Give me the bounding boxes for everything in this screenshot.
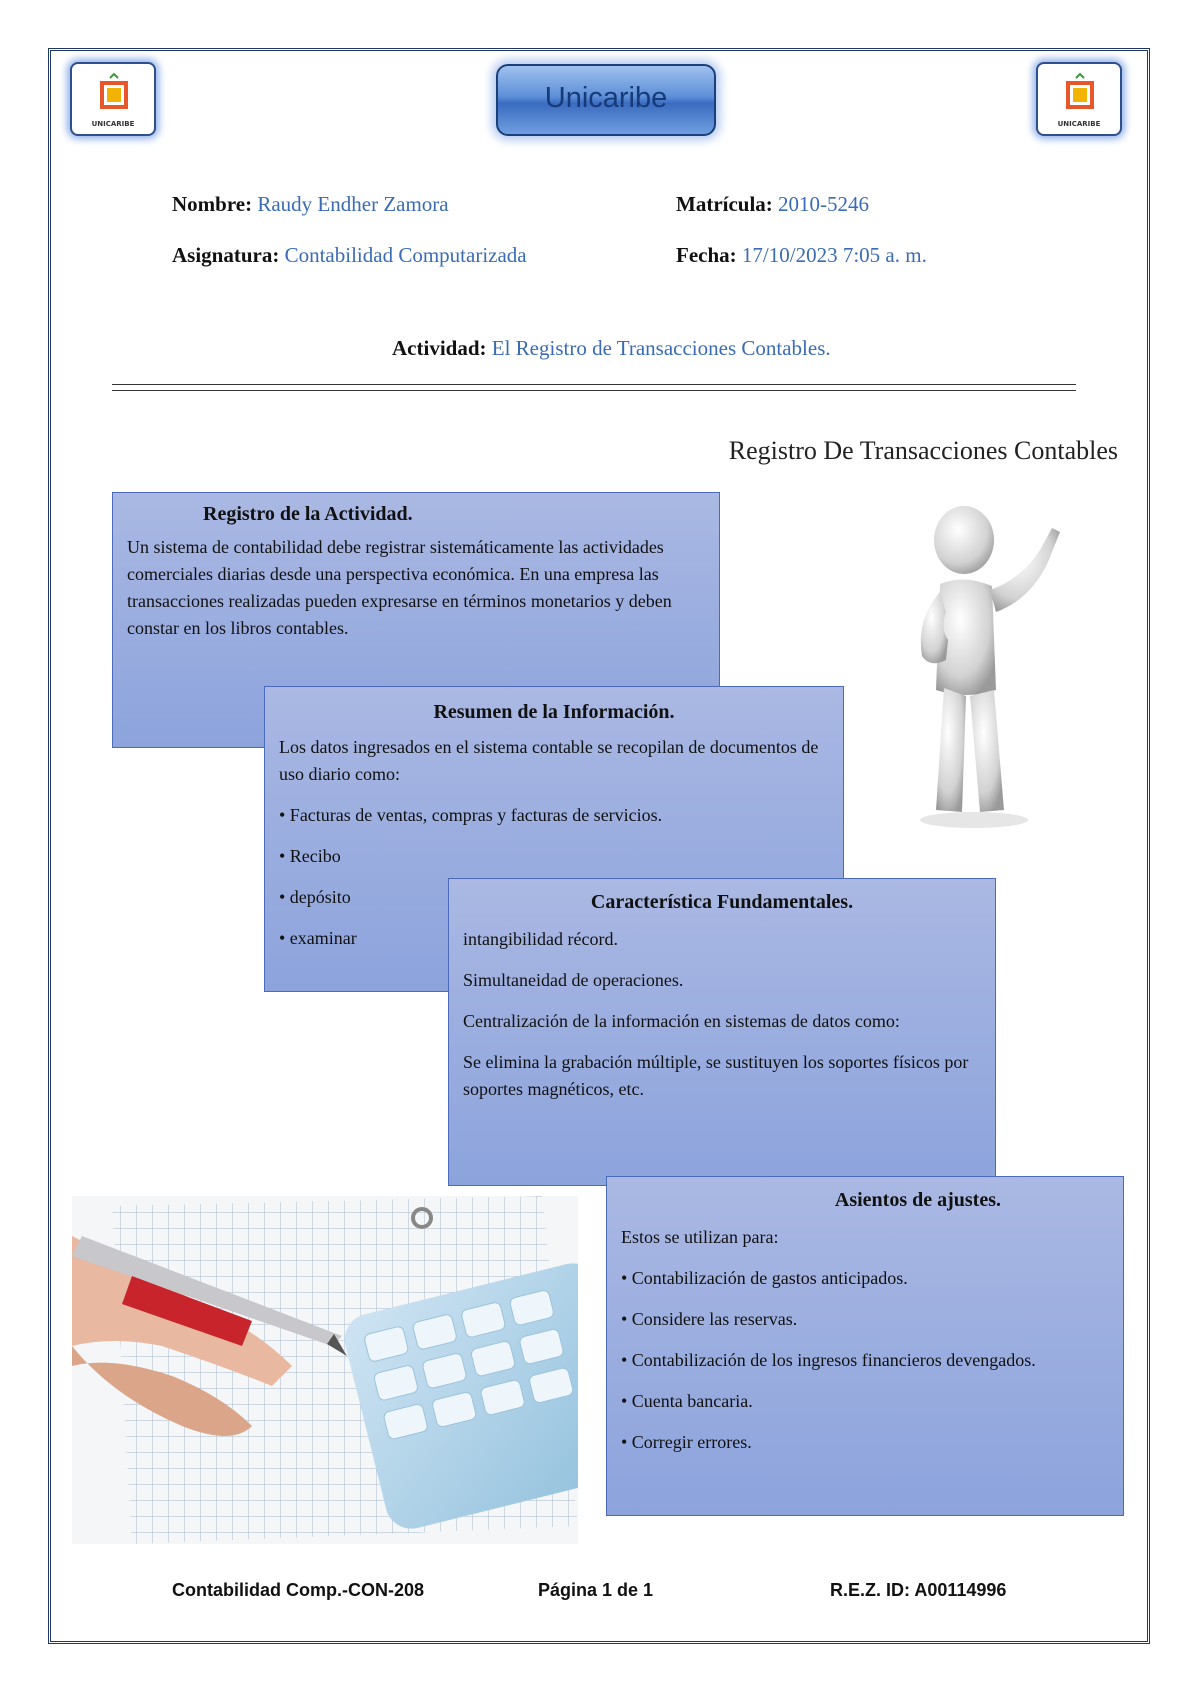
actividad-label: Actividad:	[392, 336, 487, 360]
brand-banner: Unicaribe	[496, 64, 716, 136]
card-caracteristica-item: intangibilidad récord.	[463, 929, 618, 949]
unicaribe-logo-right	[1036, 62, 1122, 136]
card-caracteristica-item: Centralización de la información en sistemas de datos como:	[463, 1011, 900, 1031]
asignatura-value: Contabilidad Computarizada	[284, 243, 527, 267]
logo-text: UNICARIBE	[91, 120, 135, 128]
card-caracteristica-title: Característica Fundamentales.	[590, 891, 854, 913]
card-asientos-title: Asientos de ajustes.	[834, 1189, 1001, 1211]
asignatura-field	[172, 243, 527, 268]
matricula-value: 2010-5246	[778, 192, 870, 216]
card-resumen-item: • examinar	[279, 928, 357, 948]
footer-id: R.E.Z. ID: A00114996	[830, 1580, 1007, 1600]
actividad-value: El Registro de Transacciones Contables.	[491, 336, 831, 360]
divider-top	[112, 384, 1076, 385]
fecha-label: Fecha:	[676, 243, 737, 267]
card-resumen-title: Resumen de la Información.	[433, 701, 675, 723]
footer-course: Contabilidad Comp.-CON-208	[172, 1580, 425, 1600]
card-asientos-ajustes	[606, 1176, 1124, 1516]
card-asientos-intro: Estos se utilizan para:	[621, 1227, 779, 1247]
section-title: Registro De Transacciones Contables	[728, 436, 1118, 465]
divider-bottom	[112, 390, 1076, 391]
fecha-value: 17/10/2023 7:05 a. m.	[741, 243, 927, 267]
card-caracteristica-fundamentales	[448, 878, 996, 1186]
card-asientos-item: • Considere las reservas.	[621, 1309, 798, 1329]
matricula-label: Matrícula:	[676, 192, 773, 216]
card-caracteristica-item: Simultaneidad de operaciones.	[463, 970, 684, 990]
presenter-figure-illustration	[900, 500, 1080, 840]
card-registro-title: Registro de la Actividad.	[203, 503, 413, 525]
unicaribe-emblem-icon	[96, 72, 132, 120]
actividad-field	[392, 336, 831, 361]
card-resumen-item: • Facturas de ventas, compras y facturas de servicios.	[279, 805, 663, 825]
card-asientos-item: • Cuenta bancaria.	[621, 1391, 753, 1411]
footer-page: Página 1 de 1	[538, 1580, 654, 1600]
card-registro-body: Un sistema de contabilidad debe registrar sistemáticamente las actividades comerciales diarias desde una perspectiva económica. En una empresa las transacciones realizadas pueden expresarse en términos monetarios y deben constar en los libros contables.	[127, 537, 672, 638]
unicaribe-emblem-icon	[1062, 72, 1098, 120]
card-resumen-item: • Recibo	[279, 846, 341, 866]
card-asientos-item: • Contabilización de gastos anticipados.	[621, 1268, 908, 1288]
unicaribe-logo-left	[70, 62, 156, 136]
card-asientos-item: • Corregir errores.	[621, 1432, 752, 1452]
fecha-field	[676, 243, 927, 268]
asignatura-label: Asignatura:	[172, 243, 280, 267]
nombre-value: Raudy Endher Zamora	[257, 192, 449, 216]
card-asientos-item: • Contabilización de los ingresos financieros devengados.	[621, 1350, 1036, 1370]
nombre-label: Nombre:	[172, 192, 253, 216]
card-resumen-item: • depósito	[279, 887, 351, 907]
card-resumen-intro: Los datos ingresados en el sistema contable se recopilan de documentos de uso diario como:	[279, 737, 819, 784]
nombre-field	[172, 192, 449, 217]
card-caracteristica-item: Se elimina la grabación múltiple, se sustituyen los soportes físicos por soportes magnéticos, etc.	[463, 1052, 969, 1099]
logo-text: UNICARIBE	[1057, 120, 1101, 128]
matricula-field	[676, 192, 869, 217]
calculator-photo-illustration	[72, 1196, 578, 1544]
